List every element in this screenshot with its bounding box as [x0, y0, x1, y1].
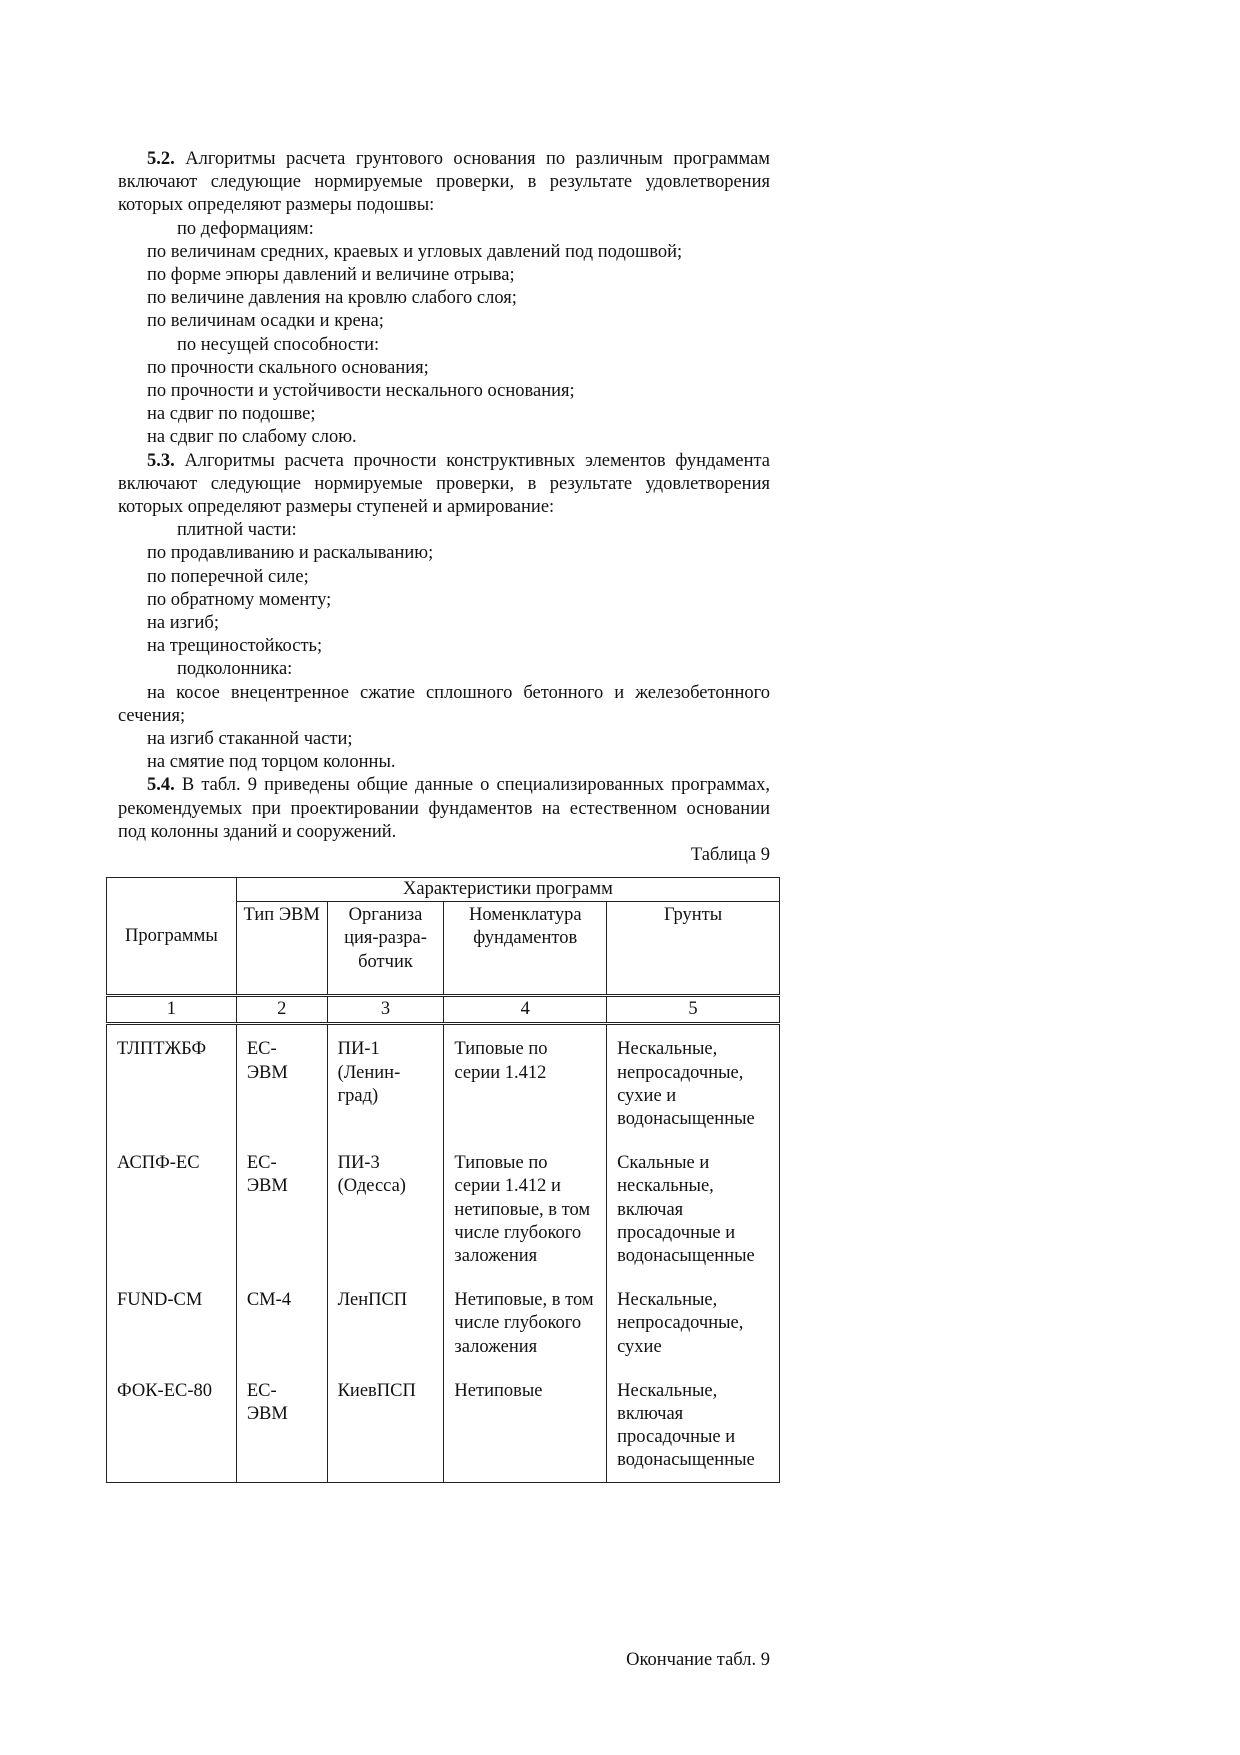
cell-soils: Нескальные, непросадочные, сухие и водонасыщенные: [607, 1024, 780, 1140]
list-item: на смятие под торцом колонны.: [147, 752, 396, 773]
list-item: на косое внецентренное сжатие сплошного бетонного и железобетонного сечения;: [118, 682, 770, 726]
cell-program: АСПФ-ЕС: [107, 1140, 237, 1277]
list-item: по поперечной силе;: [147, 566, 309, 587]
list-item: на сдвиг по подошве;: [147, 404, 316, 425]
column-number: 1: [107, 996, 237, 1024]
header-type: Тип ЭВМ: [236, 902, 327, 996]
cell-org: ЛенПСП: [327, 1277, 444, 1368]
cell-nomen: Нетиповые, в том числе глубокого заложения: [444, 1277, 607, 1368]
section-number: 5.2.: [147, 149, 175, 169]
section-5-3: [118, 450, 770, 520]
list-item: по обратному моменту;: [147, 589, 332, 610]
cell-type: ЕС-ЭВМ: [236, 1368, 327, 1482]
cell-program: ФОК-ЕС-80: [107, 1368, 237, 1482]
header-org: Организа ция-разра-ботчик: [327, 902, 444, 996]
cell-org: ПИ-3 (Одесса): [327, 1140, 444, 1277]
continuation-note: Окончание табл. 9: [626, 1650, 770, 1670]
column-number: 3: [327, 996, 444, 1024]
section-text: Алгоритмы расчета прочности конструктивных элементов фундамента включают следующие нормируемые проверки, в результате удовлетворения которых определяют размеры ступеней и армирование:: [118, 450, 770, 518]
list-item: по продавливанию и раскалыванию;: [147, 543, 434, 564]
list-item: по прочности скального основания;: [147, 357, 429, 378]
section-number: 5.3.: [147, 450, 175, 471]
list-item: по форме эпюры давлений и величине отрыва;: [147, 265, 515, 286]
column-number: 5: [607, 996, 780, 1024]
list-heading: подколонника:: [177, 659, 293, 680]
list-item: по величине давления на кровлю слабого слоя;: [147, 288, 517, 309]
header-soils: Грунты: [607, 902, 780, 996]
table-header-row: [107, 878, 780, 902]
list-item: на изгиб стаканной части;: [147, 729, 353, 750]
section-text: В табл. 9 приведены общие данные о специализированных программах, рекомендуемых при проектировании фундаментов на естественном основании под колонны зданий и сооружений.: [118, 775, 770, 842]
cell-program: FUND-CM: [107, 1277, 237, 1368]
cell-soils: Нескальные, непросадочные, сухие: [607, 1277, 780, 1368]
list-heading: по несущей способности:: [177, 334, 380, 355]
list-heading: плитной части:: [177, 520, 297, 541]
list-item: на изгиб;: [147, 613, 219, 634]
table-caption: Таблица 9: [690, 845, 770, 866]
section-number: 5.4.: [147, 775, 175, 796]
document-body: [118, 148, 770, 867]
list-item: по величинам средних, краевых и угловых давлений под подошвой;: [147, 241, 683, 262]
cell-nomen: Типовые по серии 1.412: [444, 1024, 607, 1140]
cell-soils: Нескальные, включая просадочные и водонасыщенные: [607, 1368, 780, 1482]
section-5-2: [118, 148, 770, 218]
cell-program: ТЛПТЖБФ: [107, 1024, 237, 1140]
cell-org: КиевПСП: [327, 1368, 444, 1482]
section-text: Алгоритмы расчета грунтового основания по различным программам включают следующие нормируемые проверки, в результате удовлетворения которых определяют размеры подошвы:: [118, 149, 770, 216]
table-row: [107, 1368, 780, 1482]
table-row: [107, 1140, 780, 1277]
list-item: по прочности и устойчивости нескального основания;: [147, 381, 575, 402]
cell-soils: Скальные и нескальные, включая просадочные и водонасыщенные: [607, 1140, 780, 1277]
cell-nomen: Типовые по серии 1.412 и нетиповые, в том числе глубокого заложения: [444, 1140, 607, 1277]
cell-type: ЕС-ЭВМ: [236, 1024, 327, 1140]
table-row: [107, 1277, 780, 1368]
cell-type: ЕС-ЭВМ: [236, 1140, 327, 1277]
header-group: Характеристики программ: [236, 878, 779, 902]
programs-table: [106, 877, 780, 1483]
column-number: 2: [236, 996, 327, 1024]
header-nomen: Номенклатура фундаментов: [444, 902, 607, 996]
section-5-4: [118, 774, 770, 844]
table-row: [107, 1024, 780, 1140]
list-item: по величинам осадки и крена;: [147, 311, 384, 332]
cell-org: ПИ-1 (Ленин-град): [327, 1024, 444, 1140]
cell-nomen: Нетиповые: [444, 1368, 607, 1482]
cell-type: СМ-4: [236, 1277, 327, 1368]
list-item: на сдвиг по слабому слою.: [147, 427, 357, 448]
header-programs: Программы: [107, 878, 237, 996]
list-heading: по деформациям:: [177, 218, 314, 239]
list-item: на трещиностойкость;: [147, 636, 323, 657]
column-numbers-row: [107, 996, 780, 1024]
column-number: 4: [444, 996, 607, 1024]
